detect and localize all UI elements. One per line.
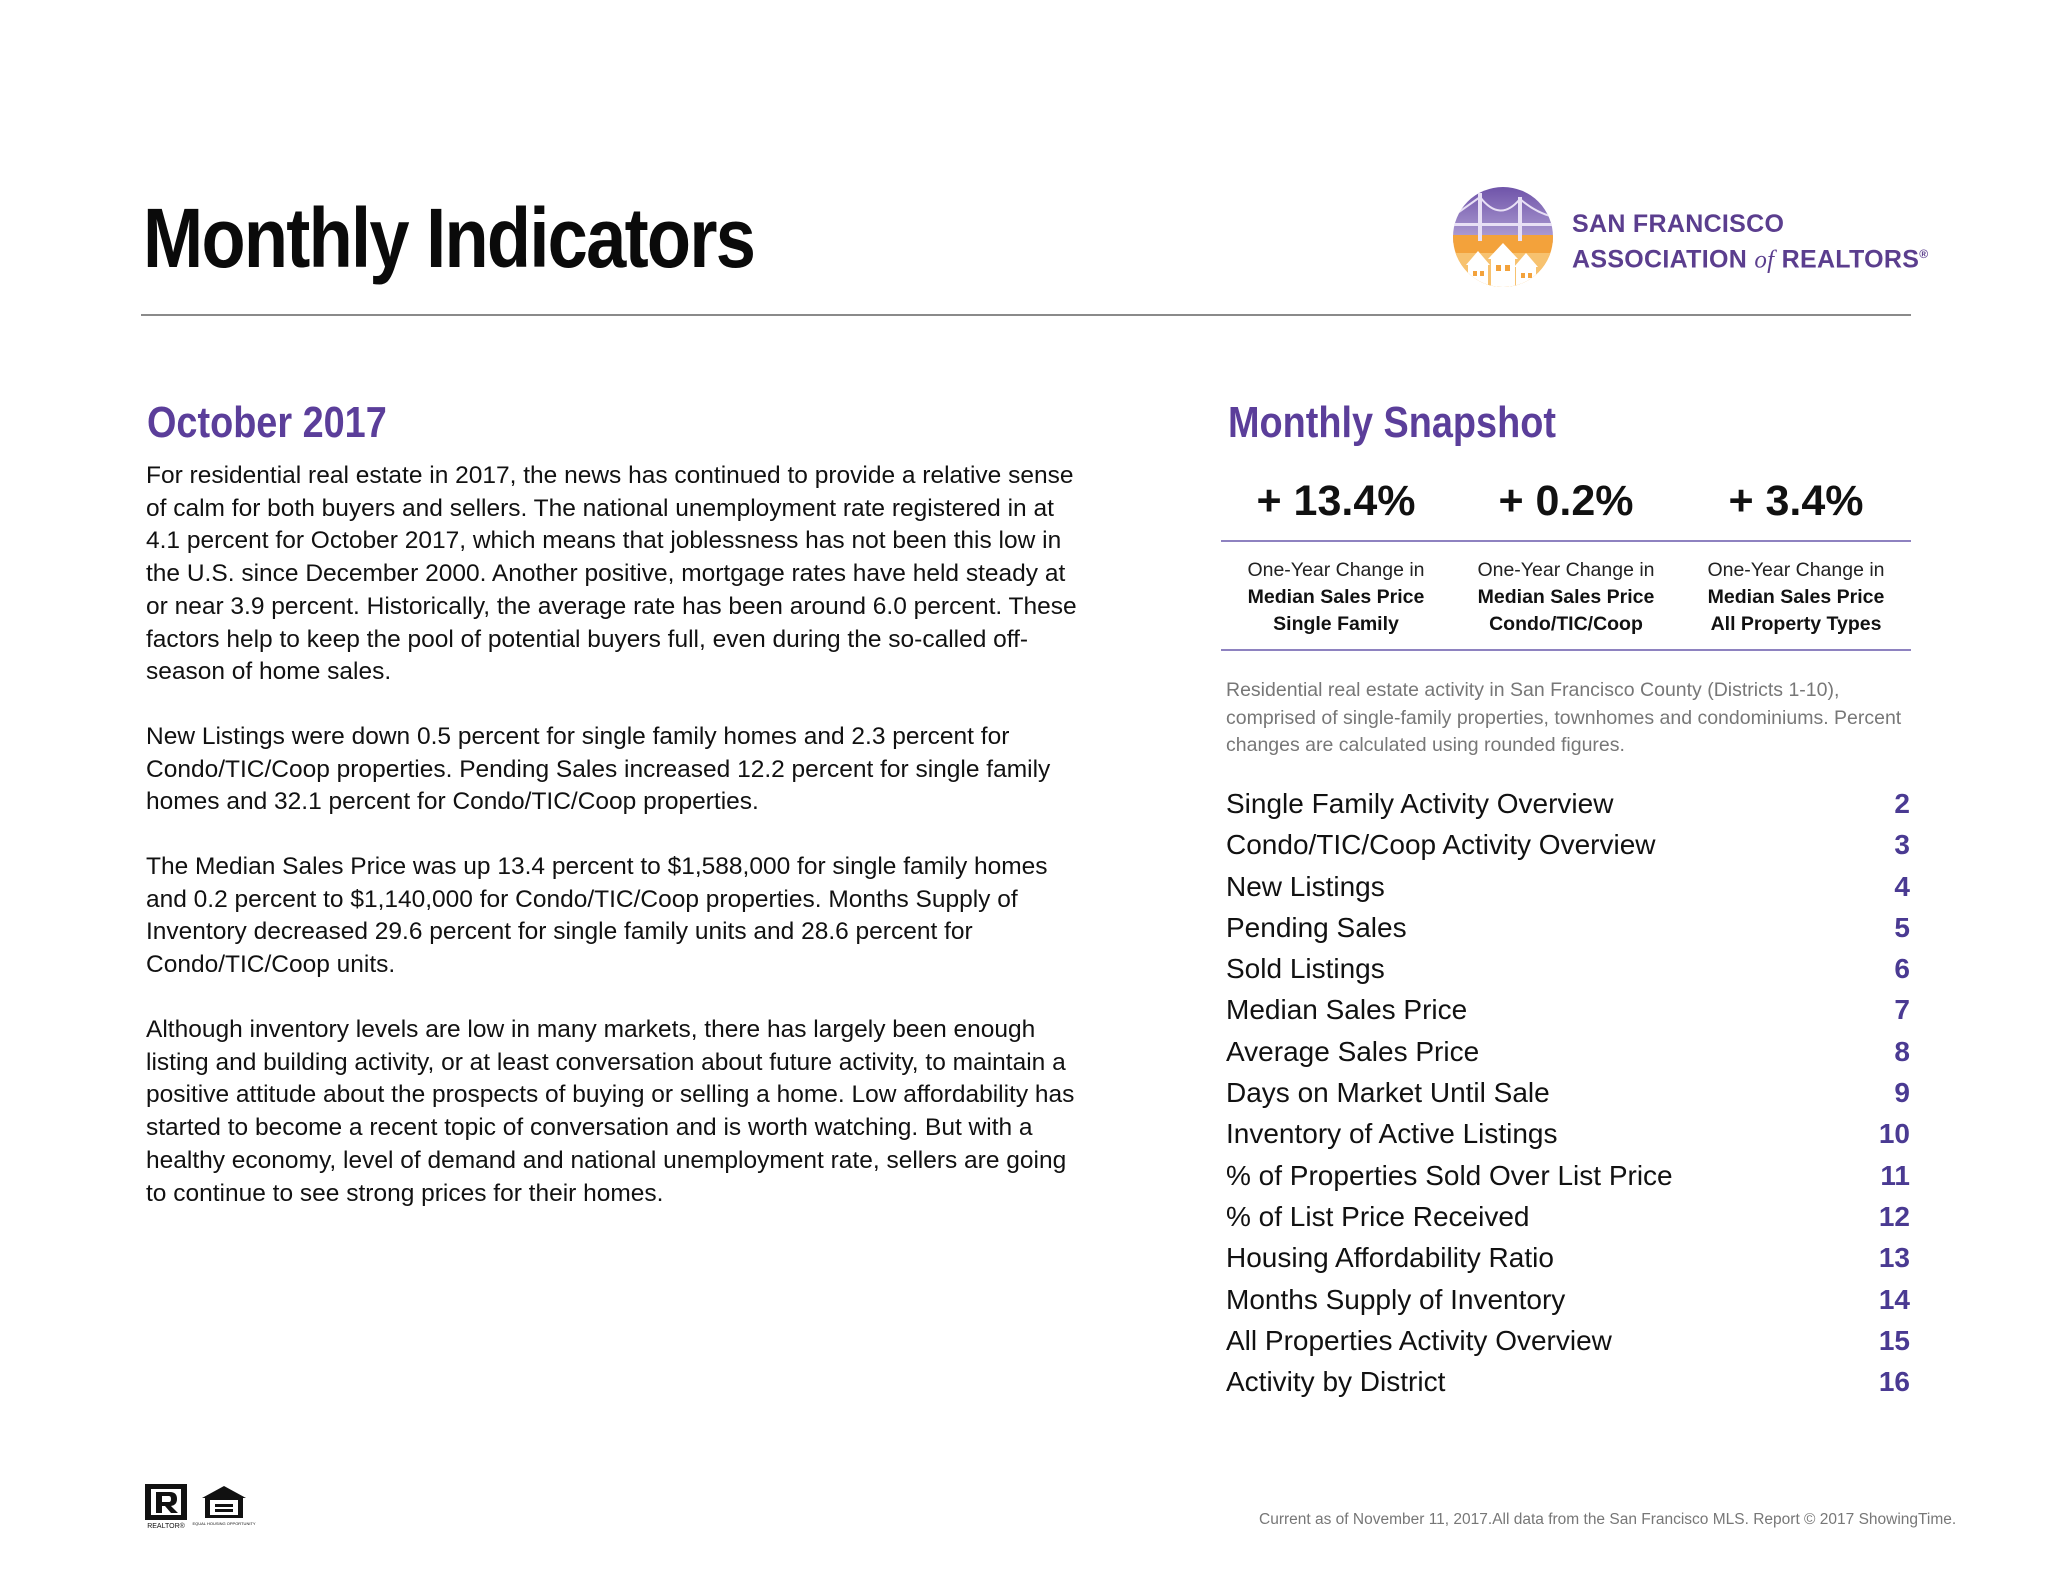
realtor-mark-text: REALTOR® (147, 1523, 185, 1530)
table-of-contents (1226, 788, 1910, 1407)
toc-item[interactable] (1226, 1366, 1910, 1407)
paragraph-text: New Listings were down 0.5 percent for single family homes and 2.3 percent for Condo/TIC/Coop properties. Pending Sales increased 12.2 percent for single family homes and 32.1 percent for Condo/TIC/Coop properties. (146, 723, 1051, 816)
toc-page-number[interactable]: 9 (1894, 1077, 1910, 1109)
toc-item[interactable] (1226, 1160, 1910, 1201)
toc-page-number[interactable]: 2 (1894, 788, 1910, 819)
toc-item[interactable] (1226, 1242, 1910, 1283)
toc-label[interactable]: % of Properties Sold Over List Price (1226, 1159, 1673, 1191)
toc-item[interactable] (1226, 912, 1910, 953)
toc-item[interactable] (1226, 994, 1910, 1035)
toc-label[interactable]: Months Supply of Inventory (1226, 1283, 1566, 1315)
paragraph-text: Although inventory levels are low in many markets, there has largely been enough listing and building activity, or at least conversation about future activity, to maintain a positive attitude about the prospects of buying or selling a home. Low affordability has started to become a recent topic of conversation and is worth watching. But with a healthy economy, level of demand and national unemployment rate, sellers are going to continue to see strong prices for their homes. (146, 1016, 1075, 1207)
outlook-paragraph (146, 1014, 1086, 1210)
toc-page-number[interactable]: 7 (1894, 994, 1910, 1026)
golden-gate-houses-icon (1448, 183, 1558, 291)
toc-item[interactable] (1226, 1325, 1910, 1366)
toc-label[interactable]: Average Sales Price (1226, 1035, 1480, 1067)
toc-label[interactable]: Days on Market Until Sale (1226, 1077, 1550, 1109)
toc-label[interactable]: Activity by District (1226, 1366, 1446, 1398)
toc-item[interactable] (1226, 1118, 1910, 1159)
logo-line-2 (1572, 239, 1928, 275)
sfar-logo (1448, 183, 1929, 291)
toc-item[interactable] (1226, 1201, 1910, 1242)
snapshot-value-condo: + 0.2% (1498, 477, 1634, 525)
snapshot-label-single-family (1221, 557, 1451, 638)
snapshot-label-line: One-Year Change in (1477, 559, 1655, 581)
snapshot-values-row (1221, 470, 1911, 540)
toc-page-number[interactable]: 6 (1894, 953, 1910, 985)
toc-page-number[interactable]: 11 (1880, 1159, 1910, 1191)
snapshot-label-all-types (1681, 557, 1911, 638)
toc-label[interactable]: Housing Affordability Ratio (1226, 1242, 1554, 1274)
snapshot-bottom-rule (1221, 649, 1911, 651)
toc-item[interactable] (1226, 1284, 1910, 1325)
paragraph-text: For residential real estate in 2017, the news has continued to provide a relative sense of calm for both buyers and sellers. The national unemployment rate registered in at 4.1 percent for October 2017, which means that joblessness has not been this low in the U.S. since December 2000. Another positive, mortgage rates have held steady at or near 3.9 percent. Historically, the average rate has been around 6.0 percent. These factors help to keep the pool of potential buyers full, even during the so-called off-season of home sales. (146, 462, 1077, 686)
toc-page-number[interactable]: 12 (1878, 1200, 1910, 1232)
toc-item[interactable] (1226, 871, 1910, 912)
realtor-r-icon (145, 1484, 187, 1530)
snapshot-value-all-types: + 3.4% (1728, 477, 1864, 525)
toc-label[interactable]: Sold Listings (1226, 953, 1385, 985)
logo-word-association: ASSOCIATION (1572, 245, 1748, 274)
toc-item[interactable] (1226, 788, 1910, 829)
snapshot-heading: Monthly Snapshot (1228, 398, 1556, 447)
snapshot-label-condo (1451, 557, 1681, 638)
snapshot-label-type: Condo/TIC/Coop (1489, 613, 1643, 635)
snapshot-labels-row (1221, 542, 1911, 649)
snapshot-label-metric: Median Sales Price (1247, 586, 1425, 608)
price-paragraph (146, 851, 1086, 982)
equal-housing-text: EQUAL HOUSING OPPORTUNITY (192, 1521, 256, 1526)
toc-item[interactable] (1226, 829, 1910, 870)
snapshot-panel (1221, 470, 1911, 651)
page-title: Monthly Indicators (143, 191, 755, 285)
listings-paragraph (146, 721, 1086, 819)
toc-label[interactable]: % of List Price Received (1226, 1200, 1530, 1232)
toc-label[interactable]: Condo/TIC/Coop Activity Overview (1226, 829, 1656, 861)
toc-item[interactable] (1226, 1036, 1910, 1077)
toc-label[interactable]: Median Sales Price (1226, 994, 1468, 1026)
footer-marks (144, 1484, 256, 1530)
snapshot-label-type: All Property Types (1710, 613, 1882, 635)
toc-item[interactable] (1226, 953, 1910, 994)
logo-line-1: SAN FRANCISCO (1572, 210, 1785, 238)
toc-page-number[interactable]: 15 (1878, 1324, 1910, 1356)
toc-page-number[interactable]: 13 (1878, 1242, 1910, 1274)
toc-page-number[interactable]: 5 (1894, 911, 1910, 943)
toc-label[interactable]: Single Family Activity Overview (1226, 788, 1614, 819)
snapshot-value-single-family: + 13.4% (1256, 477, 1416, 525)
toc-page-number[interactable]: 8 (1894, 1035, 1910, 1067)
toc-page-number[interactable]: 16 (1878, 1366, 1910, 1398)
header-divider (141, 314, 1911, 316)
toc-label[interactable]: Inventory of Active Listings (1226, 1118, 1558, 1150)
snapshot-label-metric: Median Sales Price (1707, 586, 1885, 608)
toc-page-number[interactable]: 3 (1894, 829, 1910, 861)
toc-item[interactable] (1226, 1077, 1910, 1118)
report-month-heading: October 2017 (147, 398, 387, 447)
toc-page-number[interactable]: 10 (1878, 1118, 1910, 1150)
toc-page-number[interactable]: 14 (1878, 1283, 1910, 1315)
footer-note: Current as of November 11, 2017.All data from the San Francisco MLS. Report © 2017 ShowingTime. (1259, 1511, 1957, 1528)
paragraph-text: The Median Sales Price was up 13.4 percent to $1,588,000 for single family homes and 0.2 percent to $1,140,000 for Condo/TIC/Coop properties. Months Supply of Inventory decreased 29.6 percent for single family units and 28.6 percent for Condo/TIC/Coop units. (146, 853, 1048, 979)
toc-label[interactable]: Pending Sales (1226, 911, 1407, 943)
snapshot-label-line: One-Year Change in (1707, 559, 1885, 581)
intro-paragraph (146, 460, 1086, 689)
logo-registered-mark: ® (1919, 247, 1929, 261)
snapshot-label-type: Single Family (1273, 613, 1399, 635)
equal-housing-icon (192, 1486, 255, 1526)
methodology-note: Residential real estate activity in San Francisco County (Districts 1-10), comprised of single-family properties, townhomes and condominiums. Percent changes are calculated using rounded figures. (1226, 679, 1902, 756)
snapshot-label-line: One-Year Change in (1247, 559, 1425, 581)
logo-word-realtors: REALTORS (1781, 245, 1920, 274)
toc-page-number[interactable]: 4 (1894, 870, 1910, 902)
snapshot-label-metric: Median Sales Price (1477, 586, 1655, 608)
toc-label[interactable]: All Properties Activity Overview (1226, 1324, 1612, 1356)
logo-wordmark (1572, 209, 1928, 275)
toc-label[interactable]: New Listings (1226, 870, 1385, 902)
logo-word-of: of (1754, 246, 1775, 274)
